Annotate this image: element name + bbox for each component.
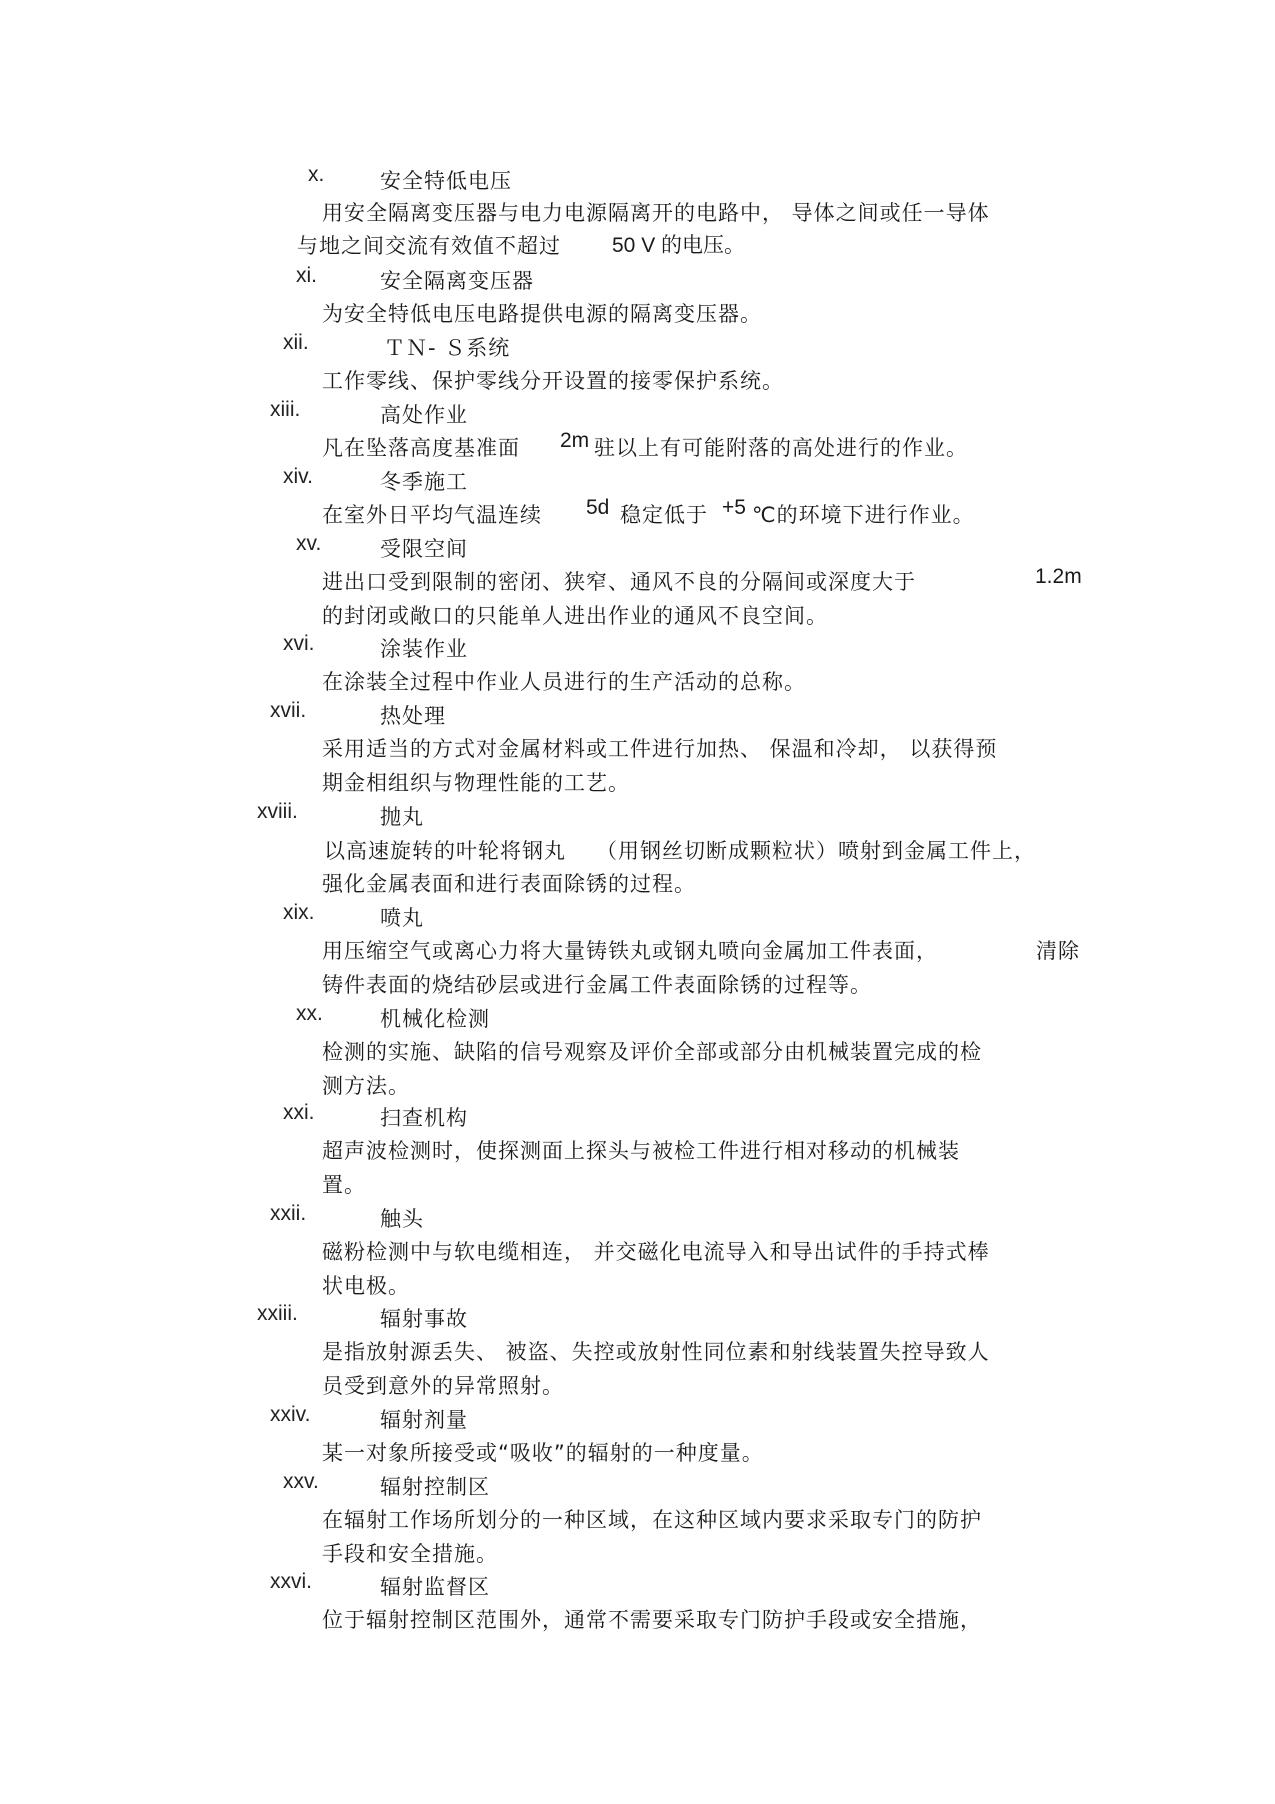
definition-line: 凡在坠落高度基准面: [322, 436, 520, 460]
definition-line: （用钢丝切断成颗粒状）喷射到金属工件上，: [596, 839, 1036, 863]
term-title: 受限空间: [380, 537, 468, 561]
definition-line: 在室外日平均气温连续: [322, 503, 542, 527]
definition-line: 检测的实施、缺陷的信号观察及评价全部或部分由机械装置完成的检: [322, 1040, 982, 1064]
definition-line: 状电极。: [322, 1274, 410, 1298]
term-title: 高处作业: [380, 403, 468, 427]
definition-line: 在涂装全过程中作业人员进行的生产活动的总称。: [322, 670, 806, 694]
term-title: 辐射监督区: [380, 1575, 490, 1599]
item-number: xxii.: [270, 1202, 307, 1225]
item-number: x.: [308, 163, 325, 186]
definition-line: 稳定低于: [620, 503, 708, 527]
item-number: xiii.: [270, 398, 301, 421]
item-number: xi.: [296, 264, 317, 287]
term-title: 安全特低电压: [380, 169, 512, 193]
item-number: xxv.: [283, 1470, 319, 1493]
term-title: 机械化检测: [380, 1007, 490, 1031]
term-title: 喷丸: [380, 906, 424, 930]
item-number: xv.: [296, 532, 322, 555]
definition-line: 用安全隔离变压器与电力电源隔离开的电路中， 导体之间或任一导体: [322, 201, 990, 225]
definition-line: 员受到意外的异常照射。: [322, 1374, 564, 1398]
definition-line: ℃的环境下进行作业。: [752, 503, 975, 527]
definition-line: 磁粉检测中与软电缆相连， 并交磁化电流导入和导出试件的手持式棒: [322, 1240, 990, 1264]
item-number: xx.: [296, 1002, 323, 1025]
definition-line: 以高速旋转的叶轮将钢丸: [324, 839, 566, 863]
definition-line: 工作零线、保护零线分开设置的接零保护系统。: [322, 369, 784, 393]
definition-line: 置。: [322, 1173, 366, 1197]
definition-line: 超声波检测时，使探测面上探头与被检工件进行相对移动的机械装: [322, 1139, 960, 1163]
term-title: 冬季施工: [380, 470, 468, 494]
definition-line: 期金相组织与物理性能的工艺。: [322, 771, 630, 795]
term-title: 辐射事故: [380, 1307, 468, 1331]
term-title: 热处理: [380, 704, 446, 728]
item-number: xvi.: [283, 632, 315, 655]
term-title: 抛丸: [380, 805, 424, 829]
term-title: 涂装作业: [380, 637, 468, 661]
item-number: xxi.: [283, 1101, 315, 1124]
definition-line: 采用适当的方式对金属材料或工件进行加热、 保温和冷却， 以获得预: [322, 737, 998, 761]
item-number: xviii.: [257, 800, 298, 823]
item-number: xix.: [283, 901, 315, 924]
item-number: xiv.: [283, 465, 313, 488]
definition-line: 1.2m: [1035, 565, 1082, 588]
definition-line: 是指放射源丢失、 被盗、失控或放射性同位素和射线装置失控导致人: [322, 1340, 990, 1364]
definition-line: 5d: [586, 496, 610, 519]
definition-line: 清除: [1036, 939, 1080, 963]
item-number: xii.: [283, 331, 309, 354]
item-number: xxvi.: [270, 1570, 312, 1593]
item-number: xvii.: [270, 699, 307, 722]
definition-line: 位于辐射控制区范围外，通常不需要采取专门防护手段或安全措施，: [322, 1608, 982, 1632]
definition-line: 测方法。: [322, 1074, 410, 1098]
item-number: xxiv.: [270, 1403, 311, 1426]
term-title: 辐射剂量: [380, 1408, 468, 1432]
definition-line: 与地之间交流有效值不超过: [297, 234, 561, 258]
term-title: 触头: [380, 1207, 424, 1231]
definition-line: 进出口受到限制的密闭、狭窄、通风不良的分隔间或深度大于: [322, 570, 916, 594]
definition-line: 驻以上有可能附落的高处进行的作业。: [594, 436, 968, 460]
definition-line: 某一对象所接受或“吸收”的辐射的一种度量。: [322, 1441, 764, 1465]
definition-line: 在辐射工作场所划分的一种区域，在这种区域内要求采取专门的防护: [322, 1508, 982, 1532]
term-title: 安全隔离变压器: [380, 269, 534, 293]
term-title: ＴＮ- Ｓ系统: [384, 336, 511, 360]
definition-line: 2m: [560, 429, 590, 452]
definition-line: 用压缩空气或离心力将大量铸铁丸或钢丸喷向金属加工件表面，: [322, 939, 938, 963]
definition-line: 铸件表面的烧结砂层或进行金属工件表面除锈的过程等。: [322, 973, 872, 997]
definition-line: 50 V 的电压。: [612, 234, 746, 257]
definition-line: 为安全特低电压电路提供电源的隔离变压器。: [322, 302, 762, 326]
definition-line: +5: [722, 496, 746, 519]
definition-line: 手段和安全措施。: [322, 1542, 498, 1566]
term-title: 辐射控制区: [380, 1475, 490, 1499]
term-title: 扫查机构: [380, 1106, 468, 1130]
item-number: xxiii.: [257, 1302, 298, 1325]
definition-line: 的封闭或敞口的只能单人进出作业的通风不良空间。: [322, 604, 828, 628]
definition-line: 强化金属表面和进行表面除锈的过程。: [322, 872, 696, 896]
